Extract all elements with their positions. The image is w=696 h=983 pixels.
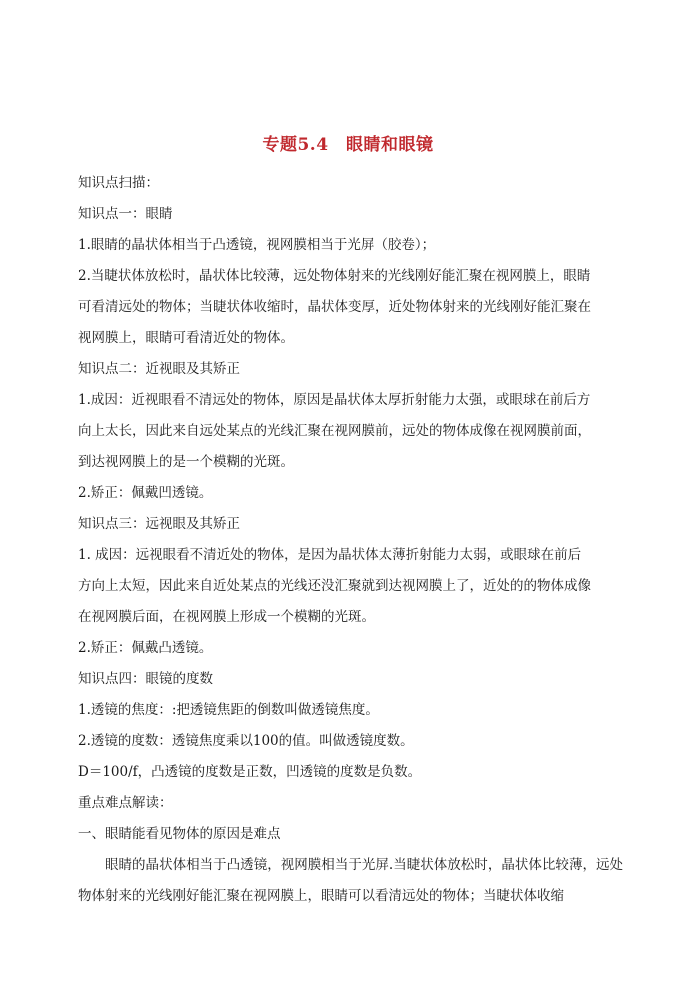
knowledge-point-2-heading: 知识点二：近视眼及其矫正 bbox=[78, 361, 240, 377]
subsection-heading: 一、眼睛能看见物体的原因是难点 bbox=[78, 826, 281, 842]
text-line: 视网膜上，眼睛可看清近处的物体。 bbox=[78, 330, 294, 346]
text-line: 2.矫正：佩戴凸透镜。 bbox=[78, 640, 213, 656]
page-title: 专题5.4 眼睛和眼镜 bbox=[262, 135, 434, 155]
text-line: 1.眼睛的晶状体相当于凸透镜，视网膜相当于光屏（胶卷）； bbox=[78, 237, 436, 253]
text-line: 2.透镜的度数：透镜焦度乘以100的值。叫做透镜度数。 bbox=[78, 733, 414, 749]
document-content bbox=[78, 168, 623, 912]
text-line: 1.透镜的焦度：:把透镜焦距的倒数叫做透镜焦度。 bbox=[78, 702, 379, 718]
section-heading-knowledge-scan: 知识点扫描： bbox=[78, 175, 159, 191]
text-line: 2.当睫状体放松时，晶状体比较薄，远处物体射来的光线刚好能汇聚在视网膜上，眼睛 bbox=[78, 268, 591, 284]
text-line: 方向上太短，因此来自近处某点的光线还没汇聚就到达视网膜上了，近处的的物体成像 bbox=[78, 578, 591, 594]
knowledge-point-3-heading: 知识点三：远视眼及其矫正 bbox=[78, 516, 240, 532]
text-line: 在视网膜后面，在视网膜上形成一个模糊的光斑。 bbox=[78, 609, 375, 625]
text-line: 2.矫正：佩戴凹透镜。 bbox=[78, 485, 213, 501]
text-line: D＝100/f，凸透镜的度数是正数，凹透镜的度数是负数。 bbox=[78, 764, 422, 780]
knowledge-point-4-heading: 知识点四：眼镜的度数 bbox=[78, 671, 213, 687]
section-heading-key-points: 重点难点解读： bbox=[78, 795, 173, 811]
body-paragraph: 眼睛的晶状体相当于凸透镜，视网膜相当于光屏.当睫状体放松时，晶状体比较薄，远处物体射来的光线刚好能汇聚在视网膜上，眼睛可以看清远处的物体；当睫状体收缩 bbox=[78, 857, 623, 904]
text-line: 可看清远处的物体；当睫状体收缩时，晶状体变厚，近处物体射来的光线刚好能汇聚在 bbox=[78, 299, 591, 315]
text-line: 1. 成因：远视眼看不清近处的物体，是因为晶状体太薄折射能力太弱，或眼球在前后 bbox=[78, 547, 582, 563]
text-line: 到达视网膜上的是一个模糊的光斑。 bbox=[78, 454, 294, 470]
text-line: 1.成因：近视眼看不清远处的物体，原因是晶状体太厚折射能力太强，或眼球在前后方 bbox=[78, 392, 591, 408]
text-line: 向上太长，因此来自远处某点的光线汇聚在视网膜前，远处的物体成像在视网膜前面， bbox=[78, 423, 591, 439]
knowledge-point-1-heading: 知识点一：眼睛 bbox=[78, 206, 173, 222]
